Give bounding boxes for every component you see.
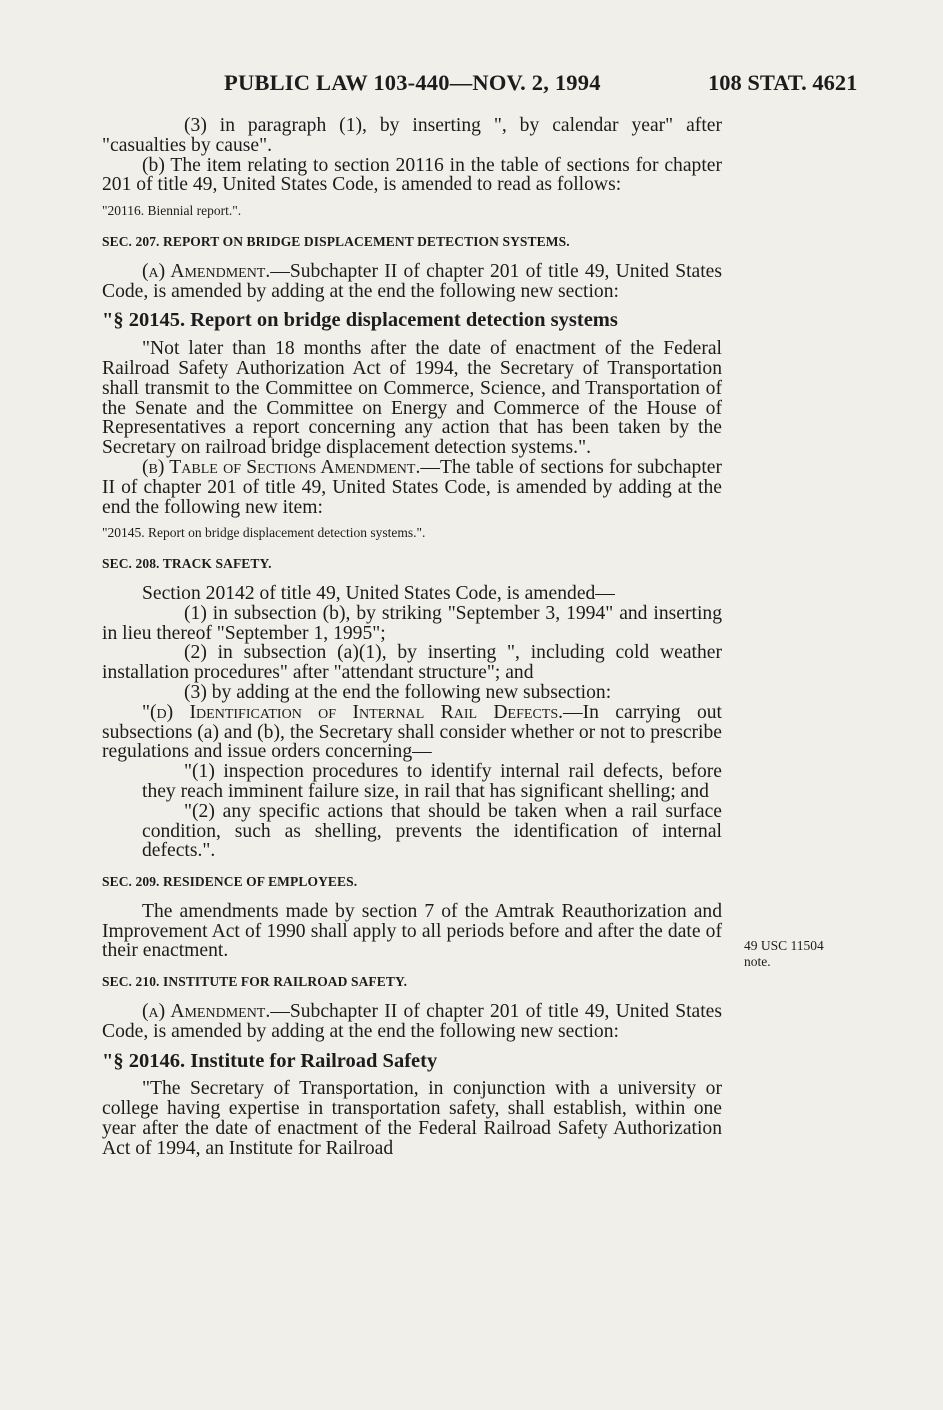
sec-209-text: The amendments made by section 7 of the Amtrak Reauthorization and Improvement Act of 1990 shall apply to all periods before and after the date of their enactment.	[102, 900, 722, 962]
section-20146-text: "The Secretary of Transportation, in conjunction with a university or college having expertise in transportation safety, shall establish, within one year after the date of enactment of the Federal Railroad Safety Authorization Act of 1994, an Institute for Railroad	[102, 1078, 722, 1159]
sec-208-d-text: —In carrying out subsections (a) and (b), the Secretary shall consider whether or not to prescribe regulations and issue orders concerning—	[102, 701, 722, 763]
paragraph-item-20116: (b) The item relating to section 20116 in the table of sections for chapter 201 of title 49, United States Code, is amended to read as follows:	[102, 154, 722, 196]
sec-208-subsection-d	[102, 703, 722, 762]
paragraph-amendment-3: (3) in paragraph (1), by inserting ", by calendar year" after "casualties by cause".	[102, 115, 722, 156]
sec-207-b-label: (b) Table of Sections Amendment.	[142, 456, 421, 478]
sec-210-a-label: (a) Amendment.	[142, 1001, 271, 1023]
sec-208-d-label: "(d) Identification of Internal Rail Defects.	[142, 701, 564, 723]
sec-208-item-3: (3) by adding at the end the following new subsection:	[184, 681, 612, 703]
margin-note-citation: 49 USC 11504	[744, 938, 824, 953]
sec-207-subsection-b	[102, 458, 722, 517]
margin-note	[744, 938, 854, 970]
sec-208-item-2: (2) in subsection (a)(1), by inserting ", including cold weather installation procedures" after "attendant structure"; and	[102, 642, 722, 684]
table-item-20145: "20145. Report on bridge displacement detection systems.".	[102, 525, 426, 541]
running-head: PUBLIC LAW 103-440—NOV. 2, 1994	[224, 70, 601, 95]
sec-209-heading: SEC. 209. RESIDENCE OF EMPLOYEES.	[102, 874, 358, 890]
sec-208-d-item-2: "(2) any specific actions that should be taken when a rail surface condition, such as shelling, prevents the identification of internal defects.".	[142, 800, 722, 862]
sec-208-item-1: (1) in subsection (b), by striking "September 3, 1994" and inserting in lieu thereof "September 1, 1995";	[102, 602, 722, 644]
sec-207-subsection-a	[102, 262, 722, 302]
sec-210-subsection-a	[102, 1002, 722, 1042]
sec-208-heading: SEC. 208. TRACK SAFETY.	[102, 556, 272, 572]
sec-210-heading: SEC. 210. INSTITUTE FOR RAILROAD SAFETY.	[102, 974, 408, 990]
section-20145-text: "Not later than 18 months after the date of enactment of the Federal Railroad Safety Authorization Act of 1994, the Secretary of Transportation shall transmit to the Committee on Commerce, Science, and Transportation of the Senate and the Committee on Energy and Commerce of the House of Representatives a report concerning any action that has been taken by the Secretary on railroad bridge displacement detection systems.".	[102, 338, 722, 459]
sec-207-a-label: (a) Amendment.	[142, 260, 271, 282]
section-20146-title: "§ 20146. Institute for Railroad Safety	[102, 1049, 438, 1072]
body-column	[102, 116, 722, 1159]
section-20145-title: "§ 20145. Report on bridge displacement detection systems	[102, 309, 618, 332]
sec-210-a-text: —Subchapter II of chapter 201 of title 49, United States Code, is amended by adding at the end the following new section:	[102, 1001, 722, 1042]
margin-note-suffix: note.	[744, 954, 771, 969]
sec-208-intro: Section 20142 of title 49, United States Code, is amended—	[142, 582, 615, 604]
table-item-20116: "20116. Biennial report.".	[102, 203, 242, 219]
sec-208-d-item-1: "(1) inspection procedures to identify internal rail defects, before they reach imminent failure size, in rail that has significant shelling; and	[142, 761, 722, 802]
sec-207-a-text: —Subchapter II of chapter 201 of title 49, United States Code, is amended by adding at the end the following new section:	[102, 260, 722, 302]
sec-207-b-text: —The table of sections for subchapter II of chapter 201 of title 49, United States Code, is amended by adding at the end the following new item:	[102, 456, 722, 518]
stat-page-reference: 108 STAT. 4621	[708, 70, 858, 95]
sec-207-heading: SEC. 207. REPORT ON BRIDGE DISPLACEMENT DETECTION SYSTEMS.	[102, 233, 570, 249]
